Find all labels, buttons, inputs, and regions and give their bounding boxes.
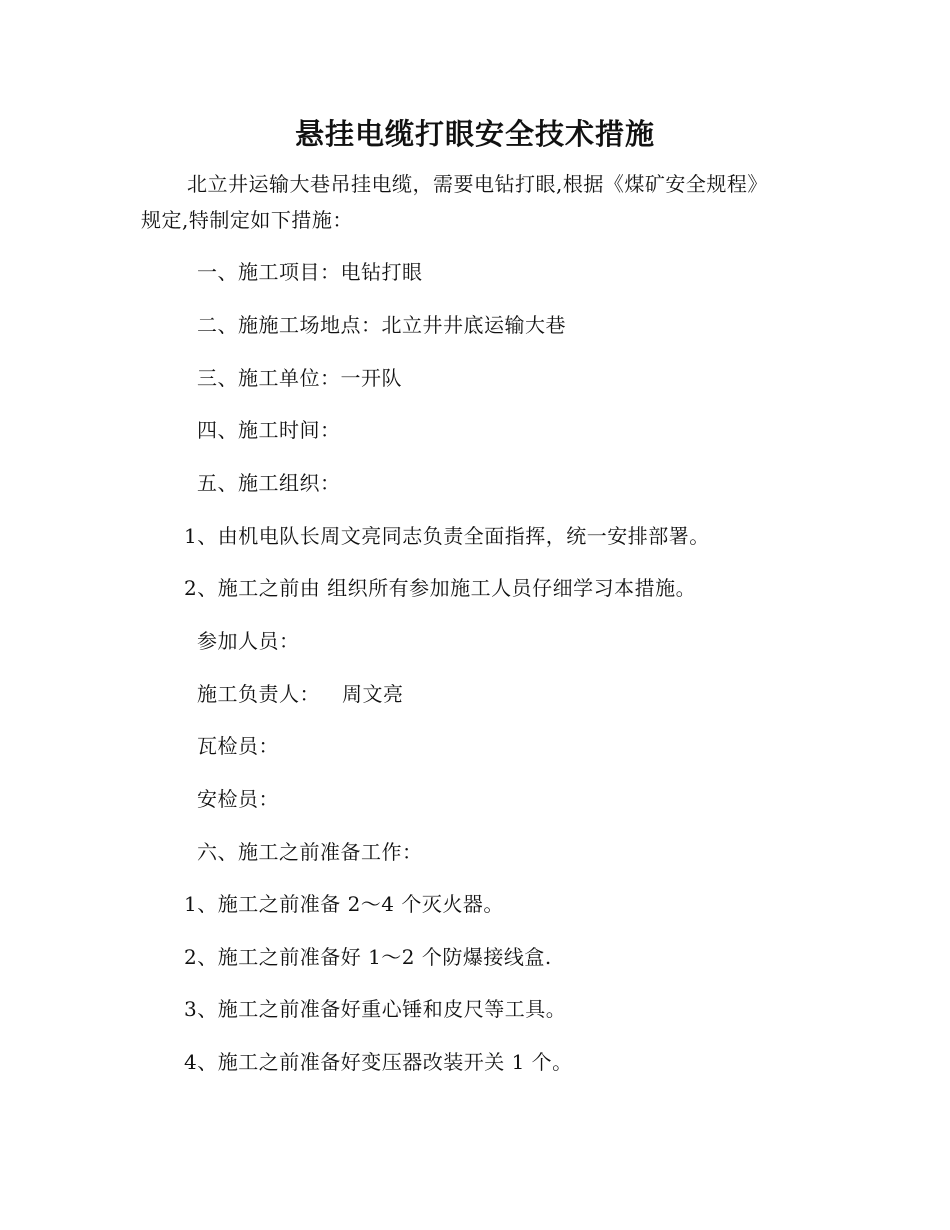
section-location: 二、施施工场地点：北立井井底运输大巷: [197, 313, 566, 337]
personnel-leader-row: [197, 680, 404, 708]
intro-paragraph: [141, 166, 821, 238]
safety-inspector-row: 安检员：: [197, 787, 279, 811]
gas-inspector-row: 瓦检员：: [197, 734, 279, 758]
section-time: 四、施工时间：: [197, 418, 341, 442]
prep-item-1: 1、施工之前准备 2～4 个灭火器。: [184, 892, 504, 916]
personnel-header: 参加人员：: [197, 629, 300, 653]
org-item-2: 2、施工之前由 组织所有参加施工人员仔细学习本措施。: [184, 576, 697, 600]
document-title: 悬挂电缆打眼安全技术措施: [294, 117, 655, 151]
intro-line-1: 北立井运输大巷吊挂电缆，需要电钻打眼,根据《煤矿安全规程》: [187, 172, 768, 196]
leader-label: 施工负责人：: [197, 682, 320, 706]
leader-name: 周文亮: [342, 682, 404, 706]
section-organization: 五、施工组织：: [197, 471, 341, 495]
prep-item-4: 4、施工之前准备好变压器改装开关 1 个。: [184, 1050, 573, 1074]
prep-header: 六、施工之前准备工作：: [197, 840, 423, 864]
prep-item-3: 3、施工之前准备好重心锤和皮尺等工具。: [184, 997, 567, 1021]
intro-line-2: 规定,特制定如下措施：: [141, 208, 353, 232]
section-project: 一、施工项目：电钻打眼: [197, 260, 423, 284]
prep-item-2: 2、施工之前准备好 1～2 个防爆接线盒.: [184, 945, 552, 969]
org-item-1: 1、由机电队长周文亮同志负责全面指挥，统一安排部署。: [184, 524, 710, 548]
section-unit: 三、施工单位：一开队: [197, 366, 402, 390]
